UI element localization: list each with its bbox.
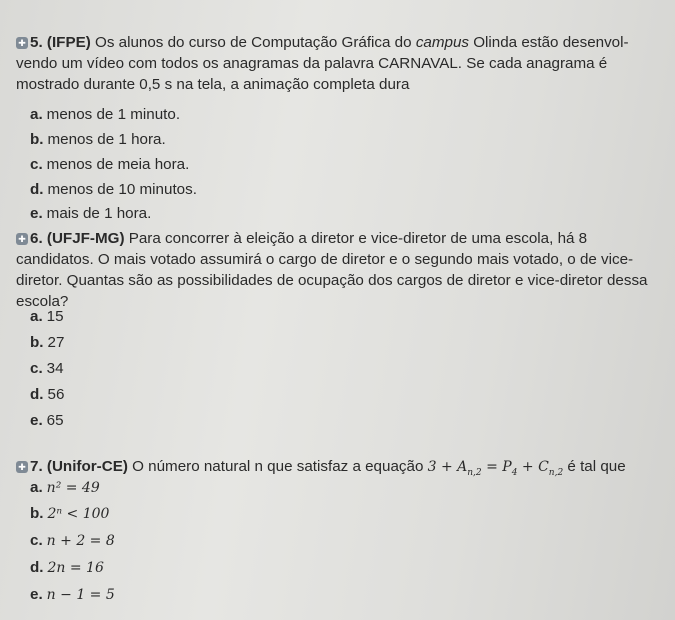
question-6: [16, 228, 668, 312]
question-5-text-em: campus: [415, 34, 469, 51]
equation: $3 + A_{n,2} = P_4 + C_{n,2}$: [427, 459, 564, 478]
question-7-option-b[interactable]: b. 2ⁿ < 100: [30, 505, 110, 522]
question-7: [16, 456, 668, 484]
question-7-text-end: é tal que: [563, 458, 626, 475]
question-5-option-b[interactable]: b. menos de 1 hora.: [30, 131, 166, 148]
question-6-option-c[interactable]: c. 34: [30, 360, 64, 377]
question-6-number: 6.: [30, 230, 43, 247]
question-7-source: (Unifor-CE): [46, 458, 128, 475]
question-5-text-b: Olinda estão desenvol-vendo um vídeo com todos os anagramas da palavra CARNAVAL. Se cada anagrama é mostrado durante 0,5 s na tela, a animação completa dura: [16, 34, 629, 93]
question-6-option-a[interactable]: a. 15: [30, 308, 64, 325]
question-7-option-c[interactable]: c. n + 2 = 8: [30, 532, 115, 549]
exercise-icon: ✚: [16, 233, 28, 245]
question-6-source: (UFJF-MG): [46, 230, 125, 247]
question-5-number: 5.: [30, 34, 43, 51]
exercise-icon: ✚: [16, 37, 28, 49]
question-6-option-b[interactable]: b. 27: [30, 334, 65, 351]
exercise-icon: ✚: [16, 461, 28, 473]
question-5-option-d[interactable]: d. menos de 10 minutos.: [30, 181, 197, 198]
question-6-option-d[interactable]: d. 56: [30, 386, 65, 403]
question-5-option-a[interactable]: a. menos de 1 minuto.: [30, 106, 181, 123]
question-7-option-a[interactable]: a. n² = 49: [30, 479, 100, 496]
question-5-option-e[interactable]: e. mais de 1 hora.: [30, 205, 152, 222]
question-7-number: 7.: [30, 458, 43, 475]
question-6-text: Para concorrer à eleição a diretor e vice-diretor de uma escola, há 8 candidatos. O mais votado assumirá o cargo de diretor e o segundo mais votado, o de vice-diretor. Quantas são as possibilidades de ocupação dos cargos de diretor e vice-diretor dessa escola?: [16, 230, 648, 310]
question-7-text: O número natural n que satisfaz a equação: [127, 458, 428, 475]
question-5: [16, 32, 668, 95]
question-7-option-e[interactable]: e. n − 1 = 5: [30, 586, 115, 603]
question-5-option-c[interactable]: c. menos de meia hora.: [30, 156, 190, 173]
question-5-source: (IFPE): [46, 34, 91, 51]
question-7-option-d[interactable]: d. 2n = 16: [30, 559, 104, 576]
question-6-option-e[interactable]: e. 65: [30, 412, 64, 429]
question-5-text-a: Os alunos do curso de Computação Gráfica do: [90, 34, 416, 51]
